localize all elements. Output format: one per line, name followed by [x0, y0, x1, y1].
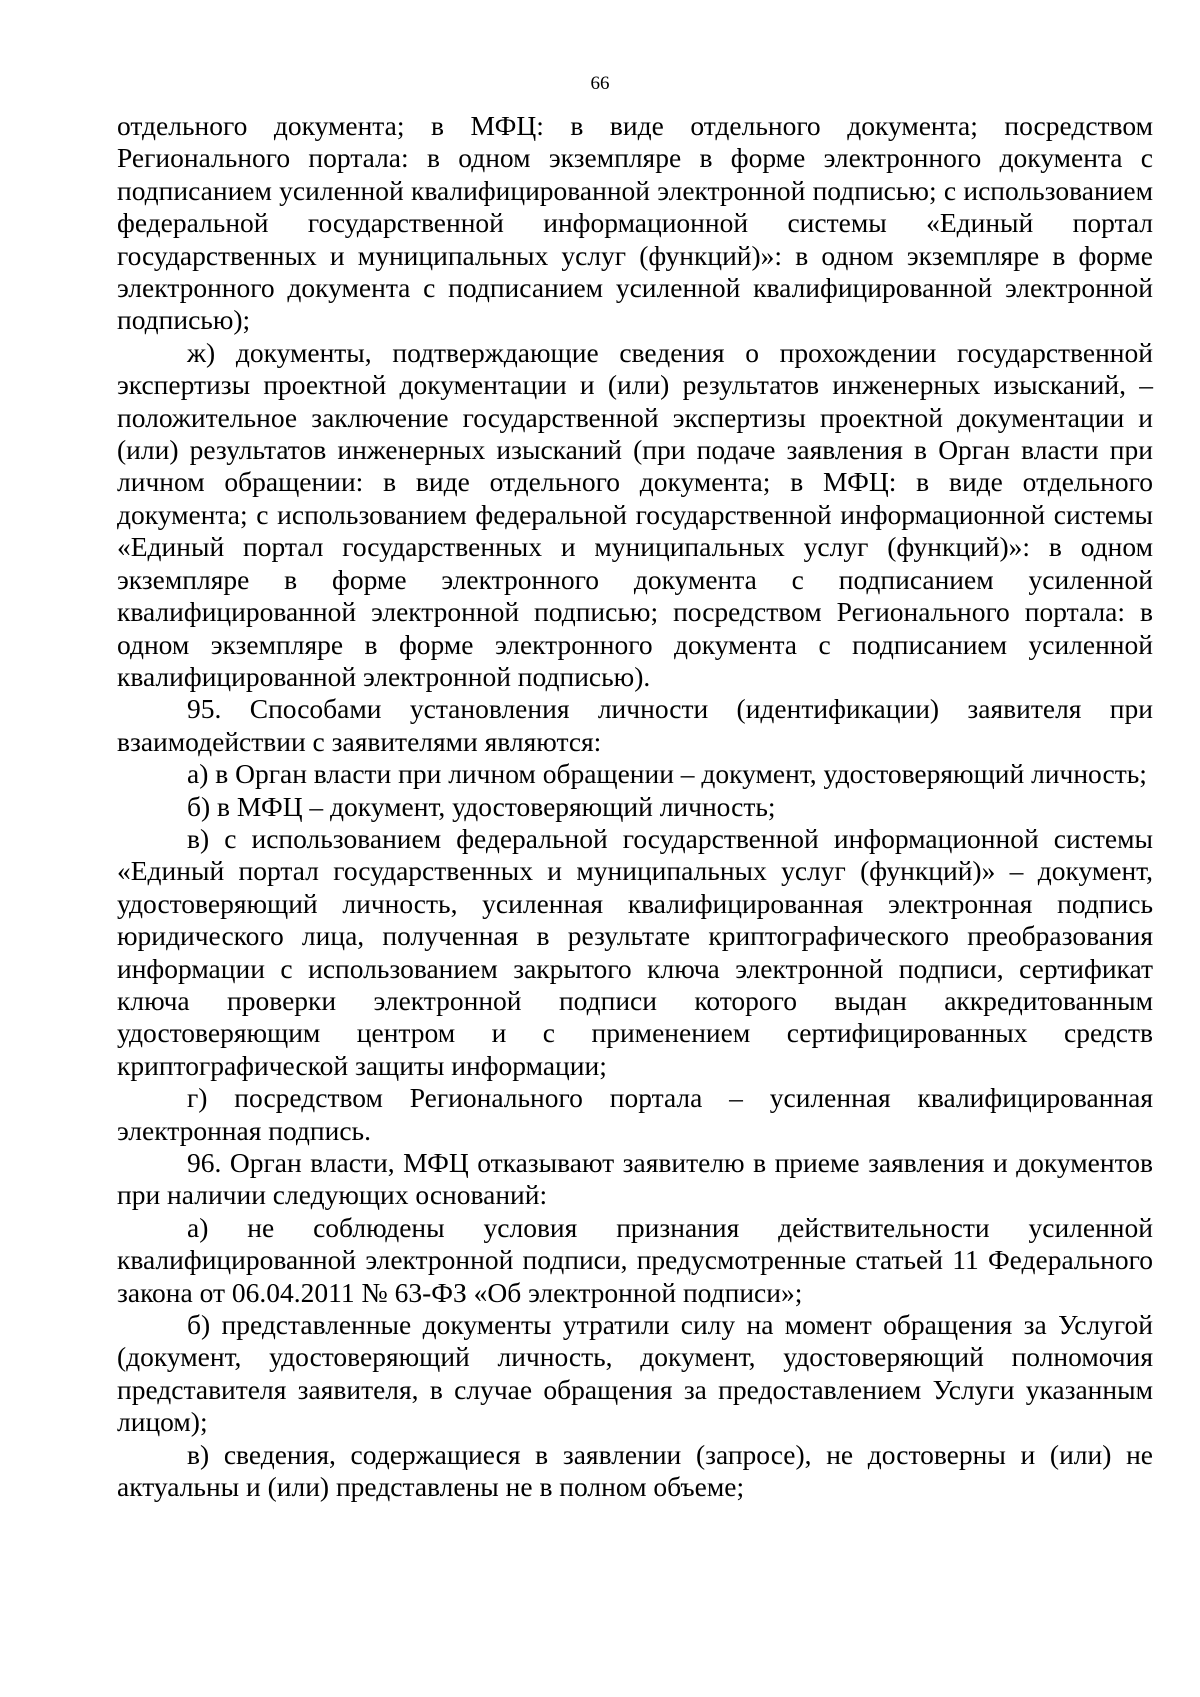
paragraph-96-a: а) не соблюдены условия признания действительности усиленной квалифицированной электронной подписи, предусмотренные статьей 11 Федерального закона от 06.04.2011 № 63-ФЗ «Об электронной подписи»; [117, 1211, 1153, 1308]
paragraph-item-zh: ж) документы, подтверждающие сведения о прохождении государственной экспертизы проектной документации и (или) результатов инженерных изысканий, – положительное заключение государственной экспертизы проектной документации и (или) результатов инженерных изысканий (при подаче заявления в Орган власти при личном обращении: в виде отдельного документа; в МФЦ: в виде отдельного документа; с использованием федеральной государственной информационной системы «Единый портал государственных и муниципальных услуг (функций)»: в одном экземпляре в форме электронного документа с подписанием усиленной квалифицированной электронной подписью; посредством Регионального портала: в одном экземпляре в форме электронного документа с подписанием усиленной квалифицированной электронной подписью). [117, 336, 1153, 692]
paragraph-95: 95. Способами установления личности (идентификации) заявителя при взаимодействии с заявителями являются: [117, 693, 1153, 757]
paragraph-96: 96. Орган власти, МФЦ отказывают заявителю в приеме заявления и документов при наличии следующих оснований: [117, 1147, 1153, 1211]
paragraph-96-b: б) представленные документы утратили силу на момент обращения за Услугой (документ, удостоверяющий личность, документ, удостоверяющий полномочия представителя заявителя, в случае обращения за предоставлением Услуги указанным лицом); [117, 1309, 1153, 1438]
document-body [117, 110, 1153, 1503]
paragraph-95-g: г) посредством Регионального портала – усиленная квалифицированная электронная подпись. [117, 1082, 1153, 1146]
paragraph-95-b: б) в МФЦ – документ, удостоверяющий личность; [187, 790, 776, 822]
paragraph-96-v: в) сведения, содержащиеся в заявлении (запросе), не достоверны и (или) не актуальны и (или) представлены не в полном объеме; [117, 1438, 1153, 1503]
paragraph-95-a: а) в Орган власти при личном обращении – документ, удостоверяющий личность; [187, 758, 1147, 790]
paragraph-95-v: в) с использованием федеральной государственной информационной системы «Единый портал государственных и муниципальных услуг (функций)» – документ, удостоверяющий личность, усиленная квалифицированная электронная подпись юридического лица, полученная в результате криптографического преобразования информации с использованием закрытого ключа электронной подписи, сертификат ключа проверки электронной подписи которого выдан аккредитованным удостоверяющим центром и с применением сертифицированных средств криптографической защиты информации; [117, 822, 1153, 1081]
page-number: 66 [590, 73, 610, 94]
paragraph-continuation: отдельного документа; в МФЦ: в виде отдельного документа; посредством Регионального портала: в одном экземпляре в форме электронного документа с подписанием усиленной квалифицированной электронной подписью; с использованием федеральной государственной информационной системы «Единый портал государственных и муниципальных услуг (функций)»: в одном экземпляре в форме электронного документа с подписанием усиленной квалифицированной электронной подписью); [117, 110, 1153, 336]
